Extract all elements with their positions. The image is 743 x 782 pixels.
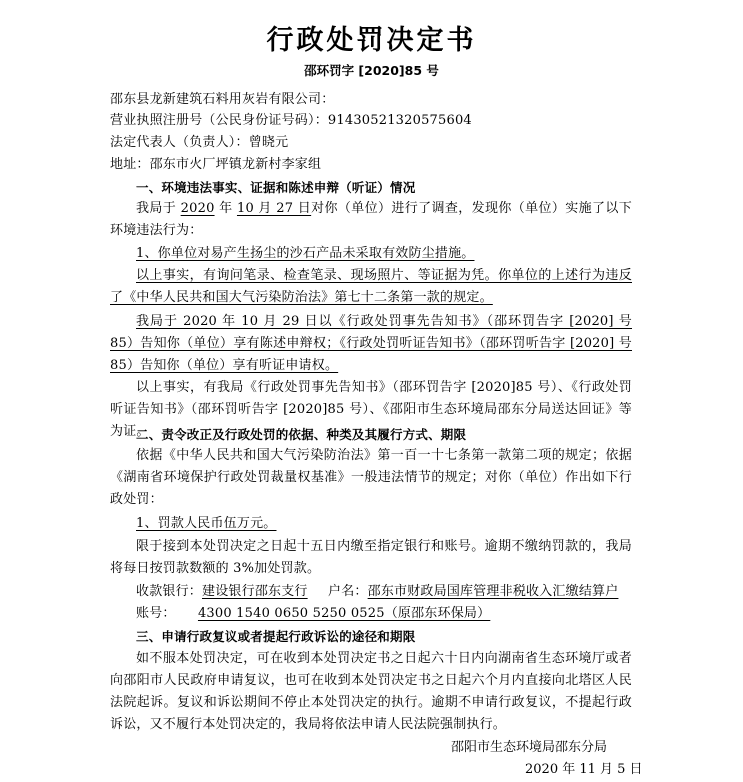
document-title: 行政处罚决定书 [266, 25, 477, 56]
section1-paragraph2: 以上事实，有询问笔录、检查笔录、现场照片、等证据为凭。你单位的上述行为违反了《中华人民共和国大气污染防治法》第七十二条第一款的规定。 [110, 268, 632, 305]
bank-line [110, 581, 632, 603]
account-number-line [110, 603, 632, 625]
account-name-label: 户名： [328, 584, 368, 599]
penalty-item-1: 1、罚款人民币伍万元。 [136, 516, 277, 531]
p1-date: 10 月 27 日 [236, 201, 312, 216]
issue-date: 2020 年 11 月 5 日 [525, 762, 643, 777]
section3-paragraph1: 如不服本处罚决定，可在收到本处罚决定书之日起六十日内向湖南省生态环境厅或者向邵阳市人民政府申请复议，也可在收到本处罚决定书之日起六个月内直接向北塔区人民法院起诉。复议和诉讼期间不停止本处罚决定的执行。逾期不申请行政复议，不提起行政诉讼，又不履行本处罚决定的，我局将依法申请人民法院强制执行。 [110, 651, 632, 732]
account-number-label: 账号： [136, 606, 176, 621]
license-number: 营业执照注册号（公民身份证号码）：9143052132057560​4 [110, 113, 472, 128]
account-name-value: 邵东市财政局国库管理非税收入汇缴结算户 [367, 584, 619, 599]
section2-heading: 二、责令改正及行政处罚的依据、种类及其履行方式、期限 [136, 427, 467, 442]
document-number: 邵环罚字 [2020]85 号 [304, 63, 439, 78]
recipient-name: 邵东县龙新建筑石料用灰岩有限公司： [110, 92, 335, 107]
section1-paragraph1 [110, 198, 632, 242]
p1-nian: 年 [219, 201, 233, 216]
section2-paragraph2: 限于接到本处罚决定之日起十五日内缴至指定银行和账号。逾期不缴纳罚款的，我局将每日按罚款数额的 3%加处罚款。 [110, 539, 632, 576]
account-number-value: 4300 1540 0650 5250 0525（原邵东环保局） [197, 606, 491, 621]
section3-heading: 三、申请行政复议或者提起行政诉讼的途径和期限 [136, 629, 416, 644]
violation-item-1: 1、你单位对易产生扬尘的沙石产品未采取有效防尘措施。 [136, 246, 475, 261]
legal-representative: 法定代表人（负责人）：曾晓元 [110, 135, 289, 150]
section1-heading: 一、环境违法事实、证据和陈述申辩（听证）情况 [136, 180, 416, 195]
bank-value: 建设银行邵东支行 [202, 584, 308, 599]
issuing-authority: 邵阳市生态环境局邵东分局 [451, 740, 608, 755]
p1-rest: 对你（单位）进行了调查，发现你（单位）实施了以下环境违法行为： [110, 201, 632, 238]
section1-paragraph3: 我局于 2020 年 10 月 29 日以《行政处罚事先告知书》（邵环罚告字 [2020] 号 85）告知你（单位）享有陈述申辩权；《行政处罚听证告知书》（邵环罚听告字 [2020] 号 85）告知你（单位）享有听证申请权。 [110, 314, 632, 373]
section2-paragraph1: 依据《中华人民共和国大气污染防治法》第一百一十七条第一款第二项的规定；依据《湖南省环境保护行政处罚裁量权基准》一般违法情节的规定；对你（单位）作出如下行政处罚： [110, 448, 632, 507]
p1-lead: 我局于 [136, 201, 177, 216]
p1-year: 2020 [180, 201, 215, 216]
address: 地址：邵东市火厂坪镇龙新村李家组 [110, 157, 322, 172]
bank-label: 收款银行： [136, 584, 203, 599]
section1-paragraph4: 以上事实，有我局《行政处罚事先告知书》（邵环罚告字 [2020]85 号）、《行政处罚听证告知书》（邵环罚听告字 [2020]85 号）、《邵阳市生态环境局邵东分局送达回证》等为证。 [110, 380, 632, 439]
